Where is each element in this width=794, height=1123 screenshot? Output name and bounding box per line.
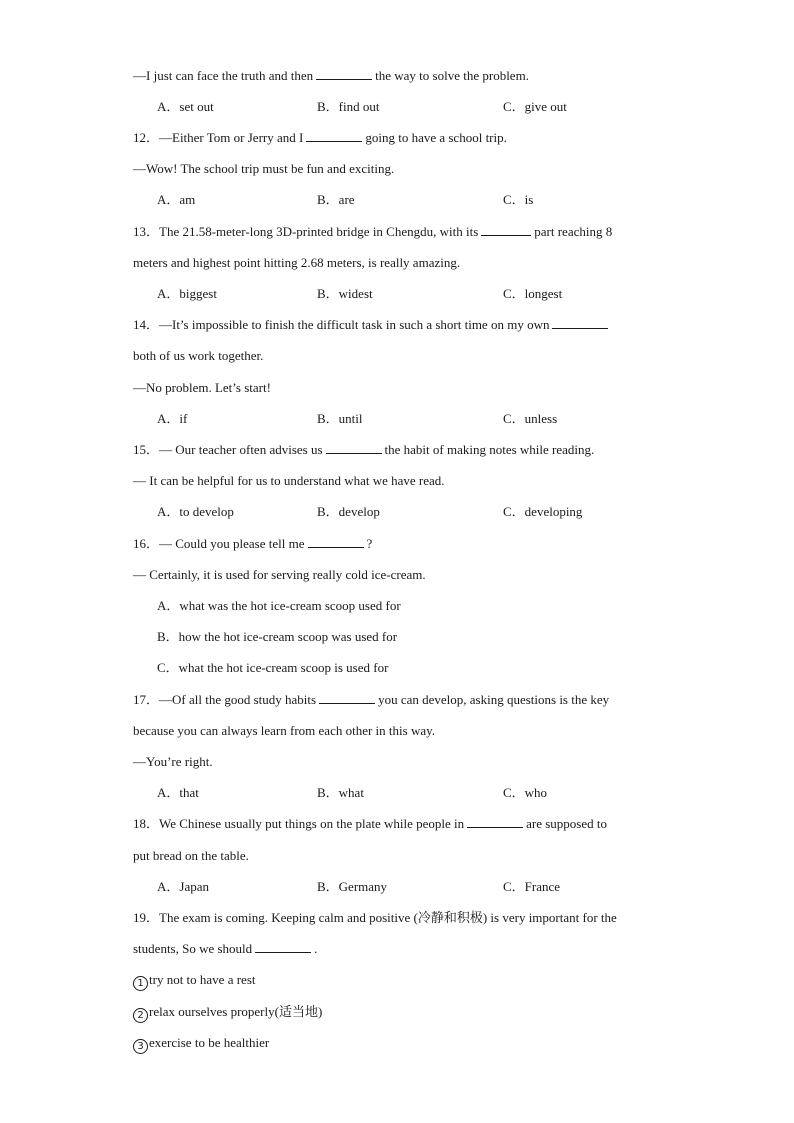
q13-option-b[interactable]: B．widest (317, 286, 373, 301)
q13-options (157, 286, 677, 302)
q11-options (157, 99, 677, 115)
q11-blank (316, 68, 372, 80)
q16-blank (308, 536, 364, 548)
q19-stem-text-2: . (314, 941, 318, 956)
q19-item-2-text: relax ourselves properly(适当地) (149, 1004, 323, 1019)
q15-stem-text-1: 15．— Our teacher often advises us (133, 442, 323, 457)
q13-stem (133, 224, 612, 240)
q16-option-b[interactable]: B．how the hot ice-cream scoop was used for (157, 629, 398, 644)
q16-option-a[interactable]: A．what was the hot ice-cream scoop used for (157, 598, 401, 613)
q14-stem-text-1: 14．—It’s impossible to finish the difficult task in such a short time on my own (133, 317, 550, 332)
q13-stem-text-2: part reaching 8 (534, 224, 613, 239)
circled-number-3: 3 (133, 1039, 148, 1054)
q14-options (157, 411, 677, 427)
q19-stem-text-1: students, So we should (133, 941, 253, 956)
q13-option-c[interactable]: C．longest (503, 286, 563, 301)
q18-blank (467, 816, 523, 828)
q17-stem-line2: because you can always learn from each other in this way. (133, 723, 436, 738)
q16-stem-text-2: ? (366, 536, 373, 551)
q15-blank (326, 442, 382, 454)
q15-options (157, 504, 677, 520)
q12-reply: —Wow! The school trip must be fun and exciting. (133, 161, 395, 176)
q16-stem-text-1: 16．— Could you please tell me (133, 536, 305, 551)
q13-stem-line2: meters and highest point hitting 2.68 meters, is really amazing. (133, 255, 461, 270)
q12-stem (133, 130, 507, 146)
q14-reply: —No problem. Let’s start! (133, 380, 271, 395)
q19-item-1-text: try not to have a rest (149, 972, 256, 987)
q15-stem-text-2: the habit of making notes while reading. (384, 442, 595, 457)
q15-option-c[interactable]: C．developing (503, 504, 583, 519)
q14-option-a[interactable]: A．if (157, 411, 188, 426)
q16-stem (133, 536, 372, 552)
q18-option-c[interactable]: C．France (503, 879, 561, 894)
q19-stem-line2 (133, 941, 317, 957)
q11-option-c[interactable]: C．give out (503, 99, 567, 114)
q17-options (157, 785, 677, 801)
q17-stem (133, 692, 609, 708)
q11-stem-text-1: —I just can face the truth and then (133, 68, 314, 83)
q17-stem-text-2: you can develop, asking questions is the key (378, 692, 610, 707)
q11-option-b[interactable]: B．find out (317, 99, 380, 114)
q17-reply: —You’re right. (133, 754, 213, 769)
q19-item-3 (133, 1035, 269, 1054)
q14-option-b[interactable]: B．until (317, 411, 363, 426)
q12-stem-text-1: 12．—Either Tom or Jerry and I (133, 130, 304, 145)
q16-reply: — Certainly, it is used for serving really cold ice-cream. (133, 567, 426, 582)
q15-stem (133, 442, 594, 458)
q19-stem: 19．The exam is coming. Keeping calm and positive (冷静和积极) is very important for the (133, 910, 617, 925)
q14-stem (133, 317, 611, 333)
q18-stem (133, 816, 607, 832)
q13-stem-text-1: 13．The 21.58-meter-long 3D-printed bridge in Chengdu, with its (133, 224, 479, 239)
q17-option-c[interactable]: C．who (503, 785, 548, 800)
q12-stem-text-2: going to have a school trip. (365, 130, 507, 145)
q11-stem (133, 68, 529, 84)
q13-blank (481, 224, 531, 236)
q18-option-b[interactable]: B．Germany (317, 879, 388, 894)
circled-number-2: 2 (133, 1008, 148, 1023)
q18-options (157, 879, 677, 895)
q18-option-a[interactable]: A．Japan (157, 879, 209, 894)
q18-stem-text-2: are supposed to (526, 816, 607, 831)
q19-blank (255, 941, 311, 953)
q14-stem-line2: both of us work together. (133, 348, 264, 363)
q18-stem-text-1: 18．We Chinese usually put things on the plate while people in (133, 816, 465, 831)
q19-item-1 (133, 972, 256, 991)
circled-number-1: 1 (133, 976, 148, 991)
q17-option-a[interactable]: A．that (157, 785, 199, 800)
q11-stem-text-2: the way to solve the problem. (375, 68, 529, 83)
q19-item-2 (133, 1004, 322, 1023)
q12-options (157, 192, 677, 208)
q16-option-c[interactable]: C．what the hot ice-cream scoop is used for (157, 660, 389, 675)
q15-option-a[interactable]: A．to develop (157, 504, 234, 519)
q11-option-a[interactable]: A．set out (157, 99, 214, 114)
q14-blank (552, 317, 608, 329)
q17-option-b[interactable]: B．what (317, 785, 364, 800)
q15-option-b[interactable]: B．develop (317, 504, 380, 519)
q19-item-3-text: exercise to be healthier (149, 1035, 270, 1050)
q13-option-a[interactable]: A．biggest (157, 286, 217, 301)
q12-option-b[interactable]: B．are (317, 192, 355, 207)
q17-blank (319, 692, 375, 704)
q12-blank (306, 130, 362, 142)
q12-option-c[interactable]: C．is (503, 192, 534, 207)
q12-option-a[interactable]: A．am (157, 192, 196, 207)
q15-reply: — It can be helpful for us to understand what we have read. (133, 473, 445, 488)
q14-option-c[interactable]: C．unless (503, 411, 558, 426)
q18-stem-line2: put bread on the table. (133, 848, 249, 863)
q17-stem-text-1: 17．—Of all the good study habits (133, 692, 317, 707)
